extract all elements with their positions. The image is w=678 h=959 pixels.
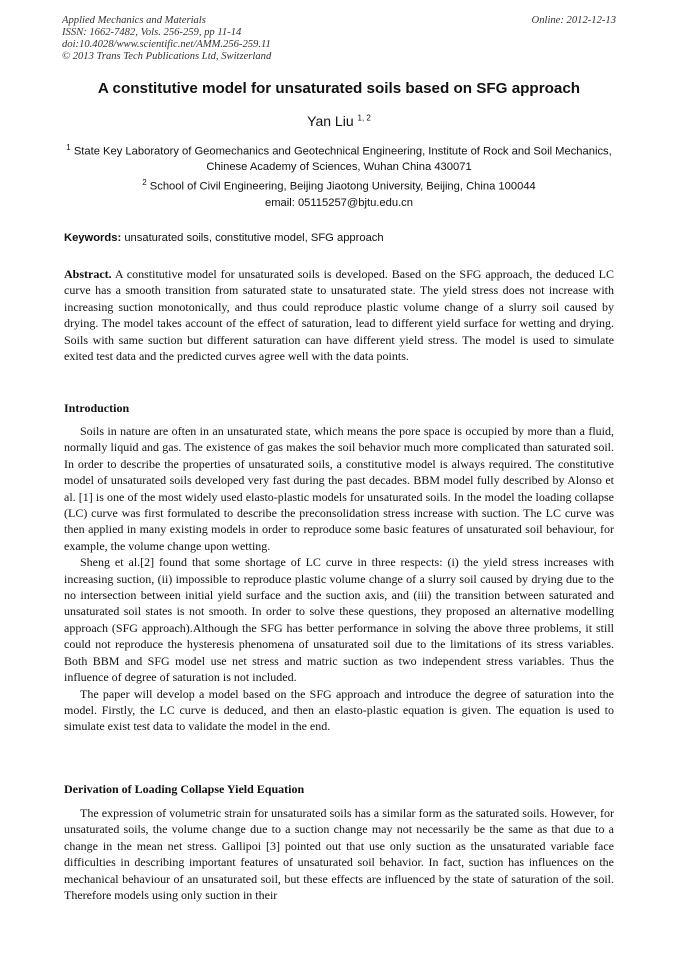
journal-name: Applied Mechanics and Materials xyxy=(62,15,206,26)
paragraph: The paper will develop a model based on the SFG approach and introduce the degree of saturation into the model. Firstly, the LC curve is deduced, and then an elasto-plastic equation is given. The equation is used to simulate exist test data to validate the model in the end. xyxy=(64,686,614,734)
affiliation-1 xyxy=(62,140,616,175)
paragraph: Soils in nature are often in an unsaturated state, which means the pore space is occupied by more than a fluid, normally liquid and gas. The existence of gas makes the soil behavior much more complicated than saturated soil. In order to describe the properties of unsaturated soils, a constitutive model is always required. The constitutive model of unsaturated soils developed very fast during the past decades. BBM model fully described by Alonso et al. [1] is one of the most widely used elasto-plastic models for unsaturated soils. In the model the loading collapse (LC) curve was first formulated to describe the preconsolidation stress increase with suction. The LC curve was then applied in many existing models in order to reproduce some basic features of unsaturated soil behaviour, for example, the volume change upon wetting. xyxy=(64,424,614,553)
author-name: Yan Liu xyxy=(307,113,354,129)
affiliation-2 xyxy=(62,175,616,195)
derivation-body xyxy=(64,805,614,903)
keywords-label: Keywords: xyxy=(64,232,122,244)
introduction-body xyxy=(64,423,614,735)
affiliation-2-text: School of Civil Engineering, Beijing Jiaotong University, Beijing, China 100044 xyxy=(149,180,536,193)
online-date: Online: 2012-12-13 xyxy=(531,15,616,26)
paragraph: Sheng et al.[2] found that some shortage of LC curve in three respects: (i) the yield stress increases with increasing suction, (ii) impossible to reproduce plastic volume change of a slurry soil caused by drying due to the no intersection between initial yield surface and the suction axis, and (iii) the transition between saturated and unsaturated soil states is not smooth. In order to solve these questions, they proposed an alternative modelling approach (SFG approach).Although the SFG has better performance in solving the above three problems, it still could not reproduce the hysteresis phenomena of unsaturated soil due to the limitations of its stress variables. Both BBM and SFG model use net stress and matric suction as two independent stress variables. Thus the influence of degree of saturation is not included. xyxy=(64,555,614,685)
paragraph: The expression of volumetric strain for unsaturated soils has a similar form as the saturated soils. However, for unsaturated soils, the volume change due to a suction change may not necessarily be the same as that due to a change in the mean net stress. Gallipoi [3] pointed out that use only suction as the unsaturated variable face difficulties in describing important features of unsaturated soil behavior. In fact, suction has influences on the mechanical behaviour of an unsaturated soil, but these effects are influenced by the state of saturation of the soil. Therefore models using only suction in their xyxy=(64,806,614,903)
issn-line: ISSN: 1662-7482, Vols. 256-259, pp 11-14 xyxy=(62,27,242,38)
abstract-label: Abstract. xyxy=(64,267,112,281)
journal-header xyxy=(62,15,616,63)
paper-title: A constitutive model for unsaturated soils based on SFG approach xyxy=(97,80,581,97)
abstract xyxy=(64,266,614,364)
abstract-text: A constitutive model for unsaturated soils is developed. Based on the SFG approach, the deduced LC curve has a smooth transition from saturated state to unsaturated state. The yield stress does not increase with increasing suction monotonically, and thus could reproduce plastic volume change of a slurry soil caused by drying. The model takes account of the effect of saturation, lead to different yield surface for wetting and drying. Soils with same suction but different saturation can have different yield stress. The model is used to simulate exited test data and the predicted curves agree well with the data points. xyxy=(64,267,614,364)
affiliation-1-mark: 1 xyxy=(66,143,71,152)
author-email: email: 05115257@bjtu.edu.cn xyxy=(265,197,413,209)
doi-line: doi:10.4028/www.scientific.net/AMM.256-259.11 xyxy=(62,39,271,50)
author-affiliation-marks: 1, 2 xyxy=(357,113,371,123)
keywords xyxy=(64,232,616,244)
keywords-text: unsaturated soils, constitutive model, SFG approach xyxy=(124,232,384,244)
copyright-line: © 2013 Trans Tech Publications Ltd, Switzerland xyxy=(62,51,272,62)
affiliation-2-mark: 2 xyxy=(142,178,147,187)
derivation-heading: Derivation of Loading Collapse Yield Equation xyxy=(64,782,305,796)
introduction-heading: Introduction xyxy=(64,401,130,415)
author-line xyxy=(0,113,678,129)
affiliation-1-text: State Key Laboratory of Geomechanics and Geotechnical Engineering, Institute of Rock and Soil Mechanics, Chinese Academy of Sciences, Wuhan China 430071 xyxy=(73,145,612,173)
